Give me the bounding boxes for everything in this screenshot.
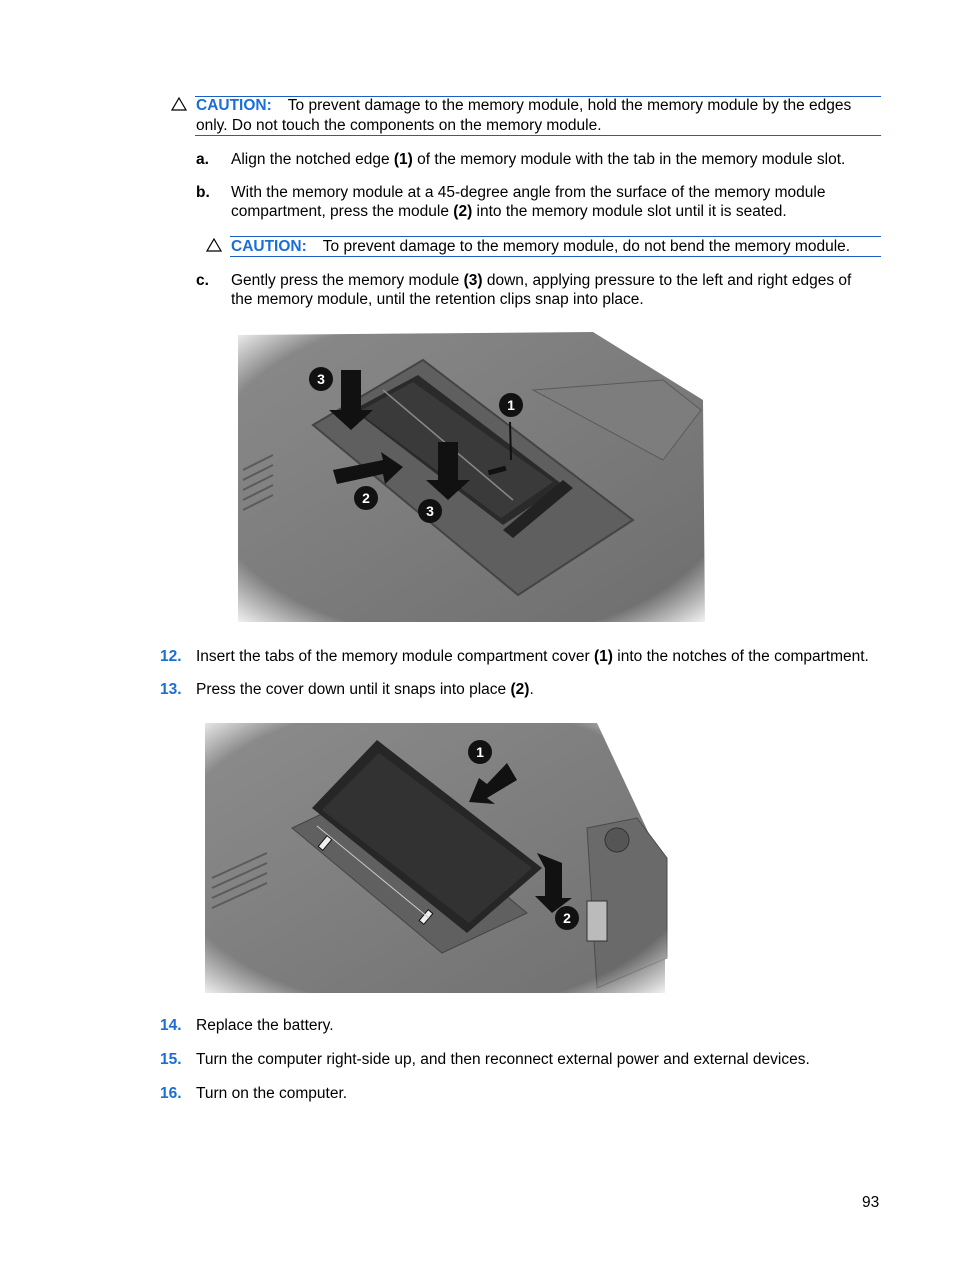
step-c-line-1 [231,271,851,290]
step-13-pre: Press the cover down until it snaps into place [196,681,511,698]
callout-1: 1 [499,393,523,417]
step-13-post: . [529,681,534,698]
callout-2: 2 [354,486,378,510]
step-a-text [231,150,845,169]
step-12-bold: (1) [594,648,613,665]
step-14-number: 14. [160,1017,182,1034]
callout-3-bottom: 3 [418,499,442,523]
step-c-line-2: the memory module, until the retention clips snap into place. [231,291,644,308]
step-13-bold: (2) [510,681,530,698]
figure-compartment-cover [197,718,669,993]
step-16-text: Turn on the computer. [196,1085,348,1102]
step-b-line-2-pre: compartment, press the module [231,203,454,220]
figure-memory-module-insertion [233,330,708,622]
step-b-line-2-bold: (2) [453,203,473,220]
step-b-line-2 [231,202,787,221]
caution-1-label: CAUTION: [196,97,272,114]
step-12-number: 12. [160,648,182,665]
step-a-pre: Align the notched edge [231,151,394,168]
callout-2: 2 [555,906,579,930]
caution-2-line [231,237,850,256]
step-15-text: Turn the computer right-side up, and then reconnect external power and external devices. [196,1051,810,1068]
step-12-pre: Insert the tabs of the memory module compartment cover [196,648,595,665]
step-12-post: into the notches of the compartment. [612,648,869,665]
step-16-number: 16. [160,1085,182,1102]
step-13-number: 13. [160,681,182,698]
caution-1-text-1: To prevent damage to the memory module, hold the memory module by the edges [287,97,852,114]
step-b-marker: b. [196,184,210,201]
caution-2-text: To prevent damage to the memory module, do not bend the memory module. [322,238,851,255]
caution-1-line-1 [196,96,851,115]
page-number: 93 [862,1194,880,1211]
step-c-line-1-post: down, applying pressure to the left and right edges of [482,272,852,289]
step-c-line-1-pre: Gently press the memory module [231,272,464,289]
step-14-text: Replace the battery. [196,1017,334,1034]
step-a-marker: a. [196,151,209,168]
step-15-number: 15. [160,1051,182,1068]
step-b-line-2-post: into the memory module slot until it is seated. [472,203,787,220]
step-c-line-1-bold: (3) [463,272,483,289]
step-a-bold: (1) [393,151,413,168]
step-12-text [196,647,869,666]
caution-1-line-2: only. Do not touch the components on the memory module. [196,117,602,134]
callout-1: 1 [468,740,492,764]
caution-2-label: CAUTION: [231,238,307,255]
callout-3-top: 3 [309,367,333,391]
step-13-text [196,680,534,699]
step-a-post: of the memory module with the tab in the memory module slot. [412,151,846,168]
step-c-marker: c. [196,272,209,289]
step-b-line-1: With the memory module at a 45-degree angle from the surface of the memory module [231,184,826,201]
